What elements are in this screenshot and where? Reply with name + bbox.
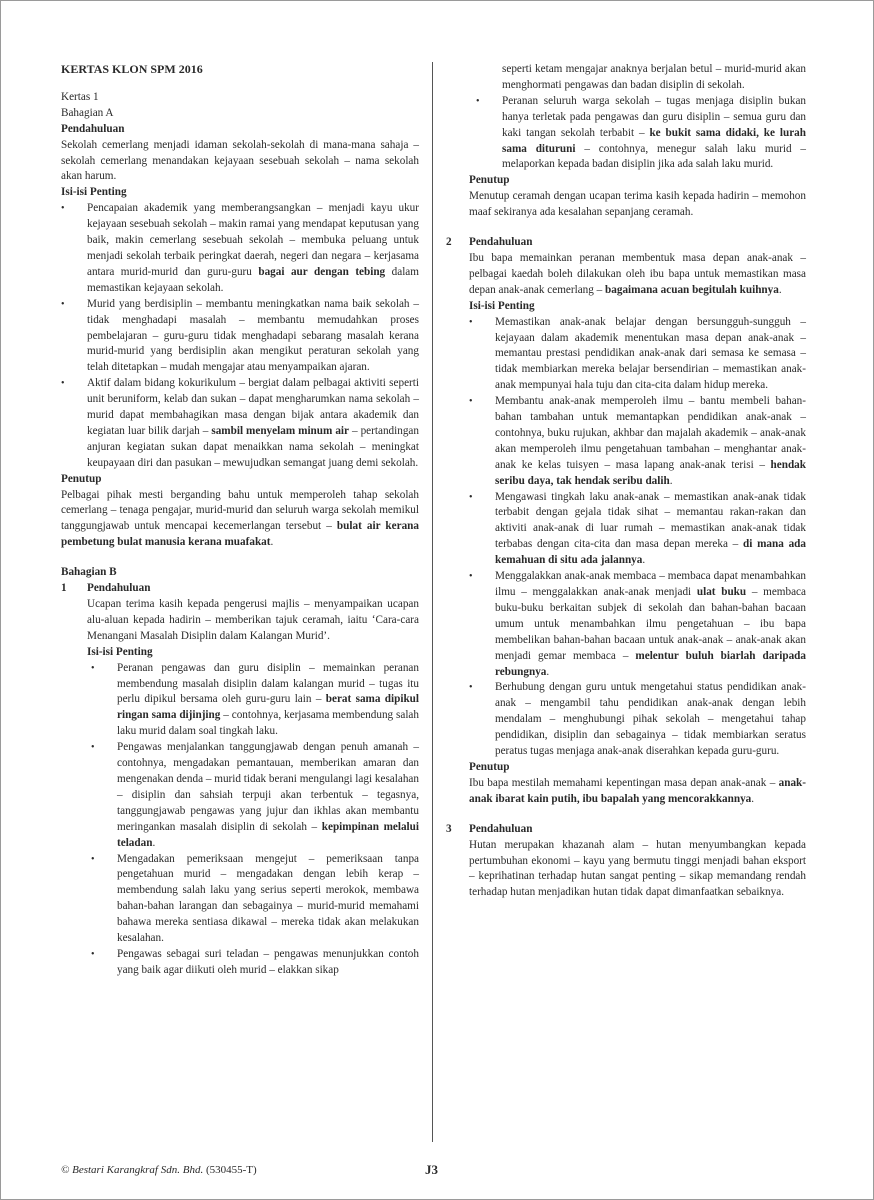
section-1-isi-heading: Isi-isi Penting [87, 645, 153, 658]
section-3-heading: 3 Pendahuluan [446, 822, 533, 835]
list-item: • Pengawas menjalankan tanggungjawab dengan penuh amanah – contohnya, mengadakan pemantauan, memberikan amaran dan mengenakan denda – murid tidak berani mengulangi lagi kesalahan – disiplin dan sahsiah terpuji akan terbentuk – tegasnya, tanggungjawab pengawas yang jujur dan ikhlas akan membantu meringankan masalah disiplin di sekolah – kepimpinan melalui teladan. [117, 740, 419, 851]
pendahuluan-text: Sekolah cemerlang menjadi idaman sekolah-sekolah di mana-mana sahaja – sekolah cemerlang menandakan kejayaan sesebuah sekolah – nama sekolah akan harum. [61, 138, 419, 183]
penutup-text: Pelbagai pihak mesti berganding bahu untuk memperoleh tahap sekolah cemerlang – tenaga pengajar, murid-murid dan seluruh warga sekolah memikul tanggungjawab untuk mencapai kecemerlangan tersebut – bulat air kerana pembetung bulat manusia kerana muafakat. [61, 488, 419, 549]
penutup-1-heading: Penutup [469, 174, 510, 187]
column-divider [432, 62, 433, 1142]
right-column [446, 62, 806, 901]
list-item: • Memastikan anak-anak belajar dengan bersungguh-sungguh – kejayaan dalam akademik menentukan masa depan anak-anak – memantau prestasi pendidikan anak-anak dari semasa ke semasa – tidak membiarkan mereka belajar bersendirian – memastikan anak-anak mempunyai hala tuju dan cita-cita dalam hidup mereka. [495, 315, 806, 395]
section-2-penutup-heading: Penutup [469, 760, 510, 773]
pendahuluan-heading: Pendahuluan [61, 122, 125, 135]
penutup-heading: Penutup [61, 472, 102, 485]
page-number: J3 [425, 1162, 438, 1177]
list-item: • Pengawas sebagai suri teladan – pengawas menunjukkan contoh yang baik agar diikuti oleh murid – elakkan sikap [117, 947, 419, 979]
list-item: • Murid yang berdisiplin – membantu meningkatkan nama baik sekolah – tidak menghadapi masalah – membantu memudahkan proses pembelajaran – guru-guru tidak menghadapi sebarang masalah kerana murid-murid yang berdisiplin akan mengikut peraturan sekolah yang telah ditetapkan – mudah mengajar atau menyampaikan ajaran. [87, 297, 419, 377]
continued-list [453, 94, 806, 174]
bahagian-a-label: Bahagian A [61, 106, 114, 119]
page-title: KERTAS KLON SPM 2016 [61, 62, 203, 76]
list-item: • Aktif dalam bidang kokurikulum – bergiat dalam pelbagai aktiviti seperti unit beruniform, kelab dan sukan – dapat mengharumkan nama sekolah – murid dapat membahagikan masa dengan bijak antara akademik dan kegiatan luar bilik darjah – sambil menyelam minum air – pertandingan anjuran kegiatan sukan dapat menaikkan nama sekolah – meningkat keupayaan diri dan pasukan – mewujudkan semangat juang demi sekolah. [87, 376, 419, 471]
section-2-penutup-text: Ibu bapa mestilah memahami kepentingan masa depan anak-anak – anak-anak ibarat kain putih, ibu bapalah yang mencorakkannya. [469, 776, 806, 805]
section-2-text: Ibu bapa memainkan peranan membentuk masa depan anak-anak – pelbagai kaedah boleh dilakukan oleh ibu bapa untuk memastikan masa depan anak-anak cemerlang – bagaimana acuan begitulah kuihnya. [469, 251, 806, 296]
list-item: • Peranan seluruh warga sekolah – tugas menjaga disiplin bukan hanya terletak pada pengawas dan guru disiplin – semua guru dan kaki tangan sekolah terbabit – ke bukit sama didaki, ke lurah sama dituruni – contohnya, menegur salah laku murid – melaporkan kepada badan disiplin jika ada salah laku murid. [502, 94, 806, 174]
section-2-isi-heading: Isi-isi Penting [469, 299, 535, 312]
list-item: • Peranan pengawas dan guru disiplin – memainkan peranan membendung masalah disiplin dalam kalangan murid – tugas itu perlu dipikul bersama oleh guru-guru lain – berat sama dipikul ringan sama dijinjing – contohnya, kerjasama membendung salah laku murid dalam soal tingkah laku. [117, 661, 419, 741]
list-item: • Berhubung dengan guru untuk mengetahui status pendidikan anak-anak – mengambil tahu pendidikan anak-anak dengan lebih mendalam – menghubungi pihak sekolah – mengetahui tahap pendidikan, disiplin dan sebagainya – tidak membiarkan seratus peratus tugas menjaga anak-anak diserahkan kepada guru-guru. [495, 680, 806, 760]
bahagian-b-heading: Bahagian B [61, 566, 117, 579]
section-3-text: Hutan merupakan khazanah alam – hutan menyumbangkan kepada pertumbuhan ekonomi – kayu yang bermutu tinggi menjadi bahan eksport – keprihatinan terhadap hutan sangat penting – sikap memandang rendah terhadap hutan menjadikan hutan tidak dapat dimanfaatkan sebaiknya. [469, 838, 806, 899]
isi-penting-heading: Isi-isi Penting [61, 186, 127, 199]
kertas-label: Kertas 1 [61, 90, 99, 103]
section-1-heading: 1 Pendahuluan [61, 582, 151, 595]
section-1-text: Ucapan terima kasih kepada pengerusi majlis – menyampaikan ucapan alu-aluan kepada hadirin – memberikan tajuk ceramah, iaitu ‘Cara-cara Menangani Masalah Disiplin dalam Kalangan Murid’. [87, 598, 419, 642]
list-item: • Mengawasi tingkah laku anak-anak – memastikan anak-anak tidak terbabit dengan gejala tidak sihat – memantau rakan-rakan dan aktiviti anak-anak di luar rumah – memastikan anak-anak tidak terbabas dengan cita-cita dan masa depan mereka – di mana ada kemahuan di situ ada jalannya. [495, 490, 806, 570]
list-item: • Mengadakan pemeriksaan mengejut – pemeriksaan tanpa pengetahuan murid – mengadakan dengan lebih kerap – membendung salah laku yang serius seperti merokok, membawa bahan-bahan larangan dan sebagainya – murid-murid memahami bahawa mereka sentiasa dikawal – mereka tidak akan melakukan kesalahan. [117, 852, 419, 947]
list-item: • Pencapaian akademik yang memberangsangkan – menjadi kayu ukur kejayaan sesebuah sekolah – makin ramai yang mendapat keputusan yang baik, makin cemerlang sesebuah sekolah – membuka peluang untuk menjadi sekolah terbaik peringkat daerah, negeri dan negara – kerjasama antara murid-murid dan guru-guru bagai aur dengan tebing dalam memastikan kejayaan sekolah. [87, 201, 419, 296]
section-2-list [446, 315, 806, 760]
continued-text: seperti ketam mengajar anaknya berjalan betul – murid-murid akan menghormati pengawas dan badan disiplin di sekolah. [502, 63, 806, 91]
page-footer [61, 1164, 821, 1180]
isi-penting-list [61, 201, 419, 471]
list-item: • Membantu anak-anak memperoleh ilmu – bantu membeli bahan-bahan tambahan untuk memantapkan pendidikan anak-anak – contohnya, buku rujukan, akhbar dan majalah akademik – anak-anak akan memperoleh ilmu pengetahuan tambahan – menghantar anak-anak ke kelas tuisyen – masa lapang anak-anak terisi – hendak seribu daya, tak hendak seribu dalih. [495, 394, 806, 489]
section-2-heading: 2 Pendahuluan [446, 236, 533, 249]
list-item: • Menggalakkan anak-anak membaca – membaca dapat menambahkan ilmu – menggalakkan anak-anak menjadi ulat buku – membaca buku-buku berkaitan subjek di sekolah dan bahan-bahan bacaan umum untuk menambahkan ilmu pengetahuan – ibu bapa membelikan bahan-bahan bacaan untuk anak-anak – anak-anak akan menjadi gemar membaca – melentur buluh biarlah daripada rebungnya. [495, 569, 806, 680]
section-1-list [61, 661, 419, 979]
penutup-1-text: Menutup ceramah dengan ucapan terima kasih kepada hadirin – memohon maaf sekiranya ada kesalahan sepanjang ceramah. [469, 190, 806, 219]
left-column [61, 62, 419, 979]
publisher-credit: © Bestari Karangkraf Sdn. Bhd. (530455-T) [61, 1164, 257, 1176]
